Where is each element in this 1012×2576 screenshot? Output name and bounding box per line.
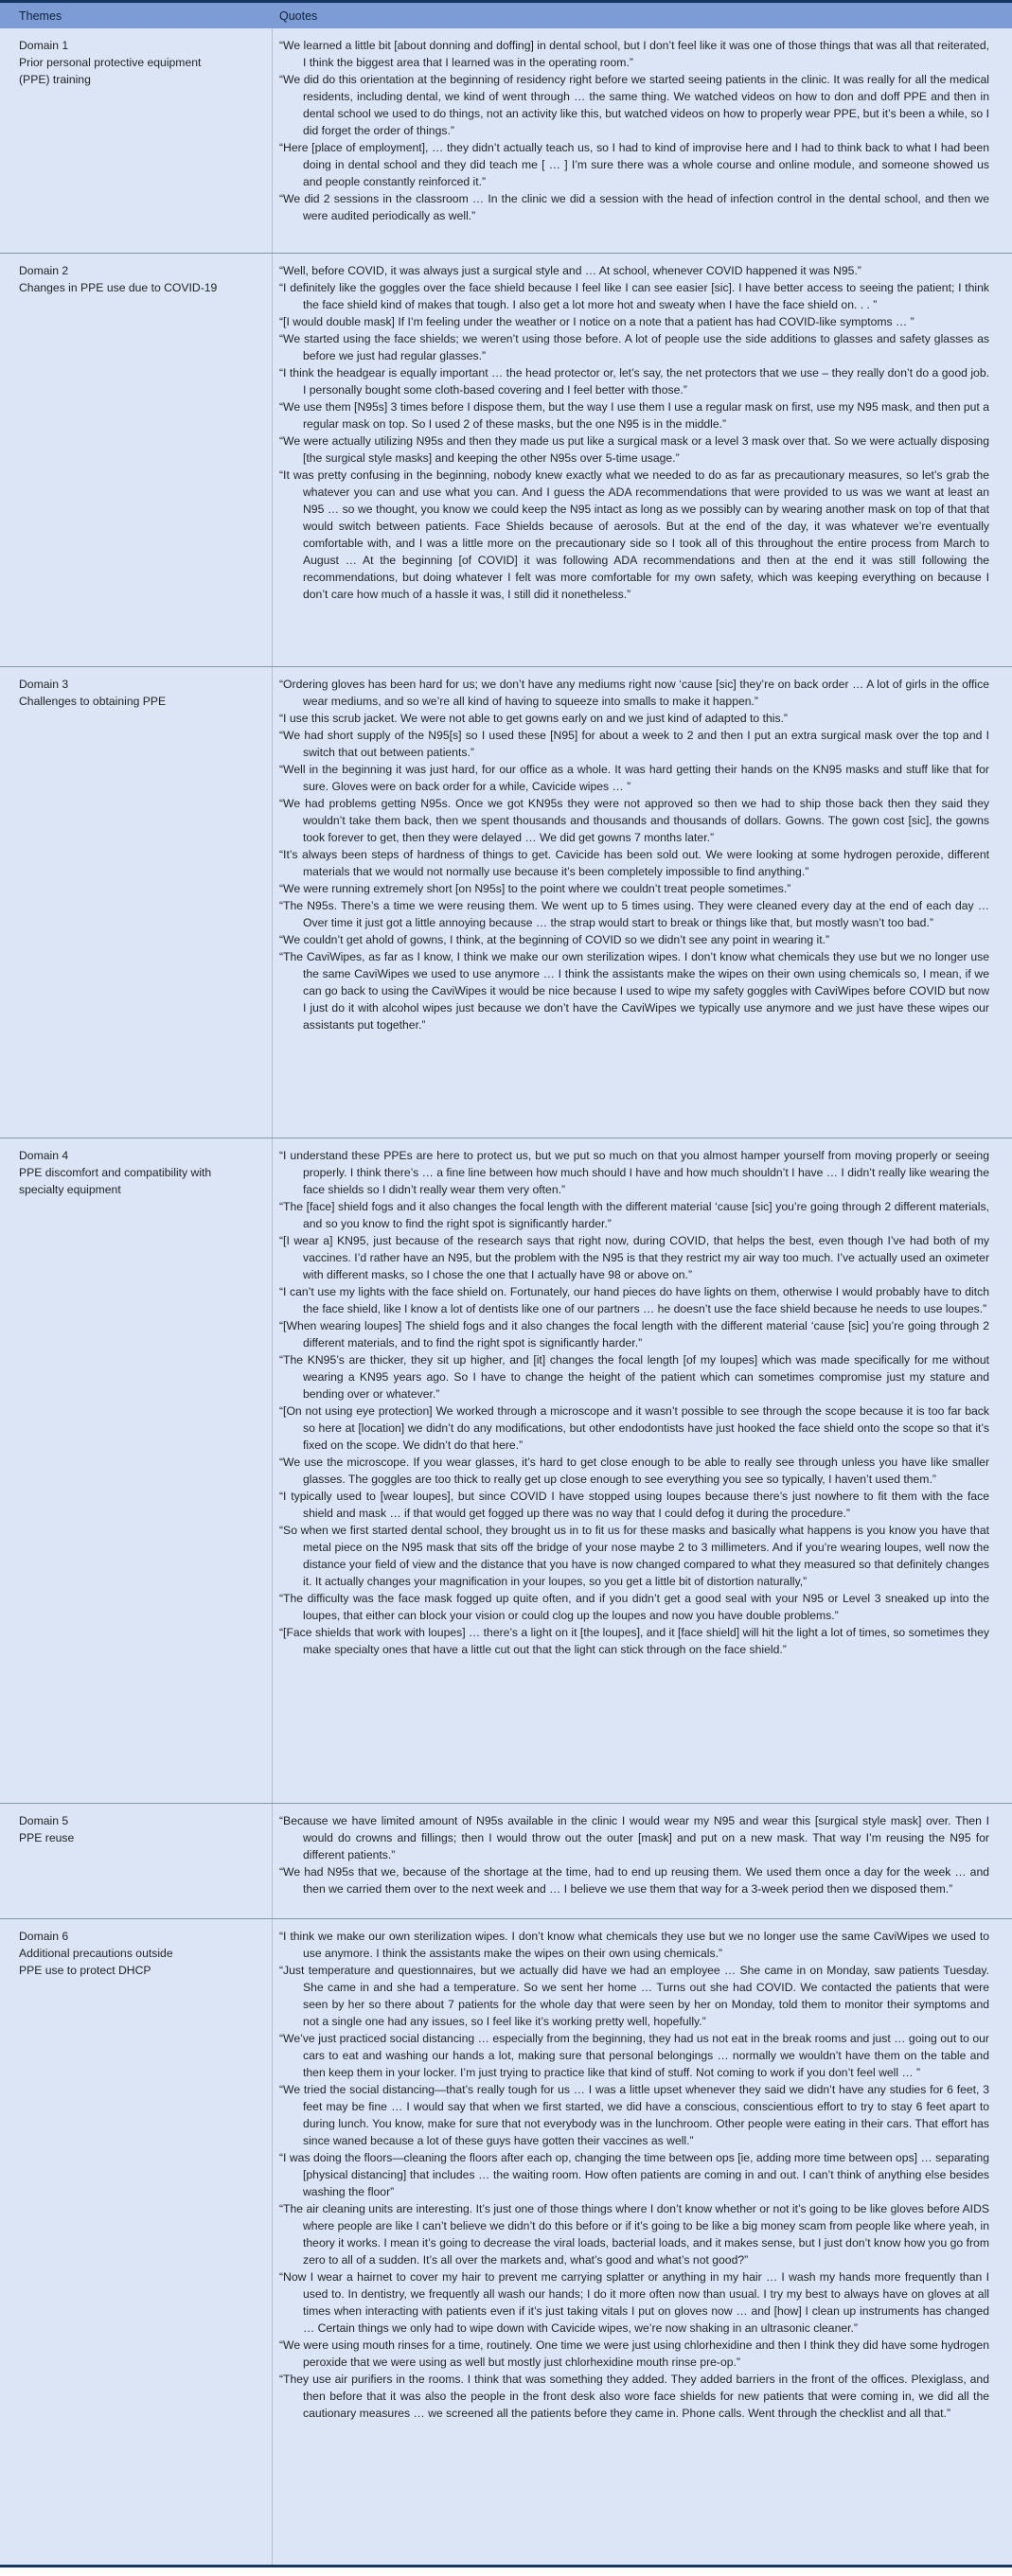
quote: “Because we have limited amount of N95s available in the clinic I would wear my N95 and wear this [surgical style mask] over. Then I would do crowns and fillings; then I would throw out the outer [mask] and put on a new mask. That way I’m reusing the N95 for different patients.” (279, 1814, 989, 1861)
themes-column-header: Themes (19, 9, 62, 23)
quote: “I think the headgear is equally important … the head protector or, let’s say, the net protectors that we use – they really don’t do a good job. I personally bought some cloth-based covering and I feel better with those.” (279, 366, 989, 397)
domain-label: Domain 5 (19, 1814, 69, 1827)
quote: “Well in the beginning it was just hard, for our office as a whole. It was hard getting their hands on the KN95 masks and stuff like that for sure. Gloves were on back order for a while, Cavicide wipes … ” (279, 763, 989, 793)
quote: “The KN95’s are thicker, they sit up higher, and [it] changes the focal length [of my loupes] which was made specifically for me without wearing a KN95 years ago. So I have to change the height of the patient which can sometimes compromise just my stature and bending over or whatever.” (279, 1353, 989, 1401)
quote: “I was doing the floors—cleaning the floors after each op, changing the time between ops [ie, adding more time between ops] … separating [physical distancing] that includes … the waiting room. How often patients are coming in and out. I can’t think of anything else besides washing the floor” (279, 2151, 989, 2198)
theme-line: specialty equipment (19, 1183, 121, 1196)
theme-cell (0, 28, 273, 253)
quote: “We couldn’t get ahold of gowns, I think, at the beginning of COVID so we didn’t see any point in wearing it.” (279, 933, 830, 946)
quote: “It was pretty confusing in the beginning, nobody knew exactly what we needed to do as far as precautionary measures, so let’s grab the whatever you can and use what you can. And I guess the ADA recommendations that were provided to us was we want at least an N95 … so we thought, you know we could keep the N95 intact as long as we possibly can by wearing another mask on top of that that would switch between patients. Face Shields because of aerosols. But at the end of the day, it was whatever we’re eventually comfortable with, and I was a little more on the precautionary side so I took all of this throughout the entire process from March to August … At the beginning [of COVID] it was following ADA recommendations and then at the end it was still following the recommendations, but doing whatever I felt was more comfortable for my own safety, which was keeping everything on because I don’t care how much of a hassle it was, I still did it nonetheless.” (279, 468, 989, 601)
domain-label: Domain 1 (19, 39, 69, 52)
quote: “I typically used to [wear loupes], but since COVID I have stopped using loupes because there’s just nowhere to fit them with the face shield and mask … if that would get fogged up there was no way that I could defog it during the procedure.” (279, 1490, 989, 1520)
table-row (0, 1803, 1012, 1918)
quote: “I use this scrub jacket. We were not able to get gowns early on and we just kind of adapted to this.” (279, 712, 788, 725)
theme-line: PPE reuse (19, 1831, 75, 1844)
quote: “They use air purifiers in the rooms. I think that was something they added. They added barriers in the front of the offices. Plexiglass, and then before that it was also the people in the front desk also wore face shields for new patients that were coming in, we did all the cautionary measures … we screened all the patients before they came in. Phone calls. Went through the checklist and all that.” (279, 2373, 989, 2420)
theme-cell (0, 1804, 273, 1918)
quote: “We use the microscope. If you wear glasses, it’s hard to get close enough to be able to really see through unless you have like smaller glasses. The goggles are too thick to really get up close enough to see everything you see so typically, I haven’t used them.” (279, 1456, 989, 1486)
quote: “We had short supply of the N95[s] so I used these [N95] for about a week to 2 and then I put an extra surgical mask over the top and I switch that out between patients.” (279, 729, 989, 759)
quotes-cell (273, 28, 1012, 253)
theme-description (19, 279, 260, 296)
quote: “I definitely like the goggles over the face shield because I feel like I can see easier [sic]. I have better access to seeing the patient; I think the face shield kind of makes that tough. I also get a lot more hot and sweaty when I have the face shield on. . . ” (279, 281, 989, 311)
quote: “We tried the social distancing—that’s really tough for us … I was a little upset whenever they said we didn’t have any studies for 6 feet, 3 feet may be fine … I would say that when we first started, we did have a conscious, conscientious effort to try to stay 6 feet apart to during lunch. You know, make for sure that not everybody was in the lunchroom. Other people were eating in their cars. That effort has since waned because a lot of these guys have gotten their vaccines as well.” (279, 2083, 989, 2147)
quote: “Just temperature and questionnaires, but we actually did have we had an employee … She came in on Monday, saw patients Tuesday. She came in and she had a temperature. So we sent her home … Turns out she had COVID. We contacted the patients that were seen by her so there about 7 patients for the whole day that were seen by her on Monday, told them to monitor their symptoms and not a single one had any issues, so I feel like it’s working pretty well, hopefully.” (279, 1964, 989, 2028)
quote: “We started using the face shields; we weren’t using those before. A lot of people use the side additions to glasses and safety glasses as before we just had regular glasses.” (279, 332, 989, 362)
quotes-cell (273, 254, 1012, 666)
table-row (0, 1138, 1012, 1803)
theme-line: (PPE) training (19, 73, 91, 86)
quotes-cell (273, 1138, 1012, 1803)
quote: “[I would double mask] If I’m feeling under the weather or I notice on a note that a patient has had COVID-like symptoms … ” (279, 315, 914, 328)
quote: “Now I wear a hairnet to cover my hair to prevent me carrying splatter or anything in my hair … I wash my hands more frequently than I used to. In dentistry, we frequently all wash our hands; I do it more often now than usual. I try my best to always have on gloves at all times when interacting with patients even if it’s just taking vitals I put on gloves now … and [how] I clean up instruments has changed … Certain things we only had to wipe down with Cavicide wipes, we’re now shaking in an ultrasonic cleaner.” (279, 2270, 989, 2335)
quote: “I think we make our own sterilization wipes. I don’t know what chemicals they use but we no longer use the same CaviWipes we used to use anymore. I think the assistants make the wipes on their own using chemicals.” (279, 1930, 989, 1960)
quote: “We did 2 sessions in the classroom … In the clinic we did a session with the head of infection control in the dental school, and then we were audited periodically as well.” (279, 192, 989, 222)
quote: “We learned a little bit [about donning and doffing] in dental school, but I don’t feel like it was one of those things that was all that reiterated, I think the biggest area that I learned was in the operating room.” (279, 39, 989, 69)
theme-description (19, 1829, 260, 1846)
table-header-row (0, 3, 1012, 28)
quote: “[When wearing loupes] The shield fogs and it also changes the focal length with the different material ‘cause [sic] you’re going through 2 different materials, and to find the right spot is significantly harder.” (279, 1319, 989, 1350)
theme-description (19, 1164, 260, 1198)
quote: “The difficulty was the face mask fogged up quite often, and if you didn’t get a good seal with your N95 or Level 3 sneaked up into the loupes, that either can block your vision or could clog up the loupes and now you have double problems.” (279, 1592, 989, 1622)
quote: “The N95s. There’s a time we were reusing them. We went up to 5 times using. They were cleaned every day at the end of each day … Over time it just got a little annoying because … the strap would start to break or things like that, but mostly wasn’t too bad.” (279, 899, 989, 929)
domain-label: Domain 2 (19, 264, 69, 277)
quote: “We’ve just practiced social distancing … especially from the beginning, they had us not eat in the break rooms and just … going out to our cars to eat and washing our hands a lot, making sure that personal belongings … normally we wouldn’t have them on the table and then keep them in your locker. I’m just trying to practice like that kind of stuff. Not coming to work if you don’t feel well … ” (279, 2032, 989, 2079)
quote: “We had problems getting N95s. Once we got KN95s they were not approved so then we had to ship those back then they said they wouldn’t take them back, then we spent thousands and thousands and thousands of dollars. Gowns. The gown cost [sic], the gowns took forever to get, then they were delayed … We did get gowns 7 months later.” (279, 797, 989, 844)
quote: “I can’t use my lights with the face shield on. Fortunately, our hand pieces do have lights on them, otherwise I would probably have to ditch the face shield, like I know a lot of dentists like one of our partners … he doesn’t use the face shield because he needs to use loupes.” (279, 1285, 989, 1315)
theme-cell (0, 1138, 273, 1803)
quote: “The CaviWipes, as far as I know, I think we make our own sterilization wipes. I don’t know what chemicals they use but we no longer use the same CaviWipes we used to use anymore … I think the assistants make the wipes on their own using chemicals so, I mean, if we can go back to using the CaviWipes it would be nice because I used to wipe my safety goggles with CaviWipes before COVID but now I just do it with alcohol wipes just because we don’t have the CaviWipes we typically use anymore and we just have these wipes our assistants put together.” (279, 950, 989, 1032)
quote: “We were actually utilizing N95s and then they made us put like a surgical mask or a level 3 mask over that. So we were actually disposing [the surgical style masks] and keeping the other N95s over 5-time usage.” (279, 434, 989, 465)
quote: “[Face shields that work with loupes] … there’s a light on it [the loupes], and it [face shield] will hit the light a lot of times, so sometimes they make specialty ones that have a little cut out that the light can stick through on the face shield.” (279, 1626, 989, 1656)
theme-line: Changes in PPE use due to COVID-19 (19, 281, 218, 294)
theme-description (19, 1945, 260, 1979)
table-row (0, 666, 1012, 1138)
quote: “We were running extremely short [on N95s] to the point where we couldn’t treat people sometimes.” (279, 882, 791, 895)
theme-line: Challenges to obtaining PPE (19, 695, 167, 708)
theme-description (19, 693, 260, 710)
quote: “I understand these PPEs are here to protect us, but we put so much on that you almost hamper yourself from moving properly or seeing properly. I think there’s … a fine line between how much should I have and how much shouldn’t I have … I didn’t really like wearing the face shields so I didn’t really wear them very often.” (279, 1149, 989, 1196)
table-body (0, 28, 1012, 2565)
quote: “We were using mouth rinses for a time, routinely. One time we were just using chlorhexidine and then I think they did have some hydrogen peroxide that we were using as well but mostly just chlorhexidine mouth rinse pre-op.” (279, 2338, 989, 2369)
theme-description (19, 54, 260, 88)
domain-label: Domain 6 (19, 1930, 69, 1943)
theme-line: PPE use to protect DHCP (19, 1964, 151, 1977)
quotes-cell (273, 1919, 1012, 2565)
quote: “[I wear a] KN95, just because of the research says that right now, during COVID, that helps the best, even though I’ve had both of my vaccines. I’d rather have an N95, but the problem with the N95 is that they restrict my air way too much. I’ve actually used an oximeter with different masks, so I chose the one that I actually have 98 or above on.” (279, 1234, 989, 1281)
theme-line: Prior personal protective equipment (19, 56, 202, 69)
quotes-cell (273, 667, 1012, 1138)
theme-cell (0, 1919, 273, 2565)
quote: “We did do this orientation at the beginning of residency right before we started seeing patients in the clinic. It was really for all the medical residents, including dental, we kind of went through … the same thing. We watched videos on how to don and doff PPE and then in dental school we used to do things, not an activity like this, but watched videos on how to properly wear PPE, but it’s been a while, so I did forget the order of things.” (279, 73, 989, 137)
domain-label: Domain 3 (19, 678, 69, 691)
table-row (0, 253, 1012, 666)
theme-cell (0, 254, 273, 666)
quote: “It’s always been steps of hardness of things to get. Cavicide has been sold out. We were looking at some hydrogen peroxide, different materials that we would not normally use because it’s been completely impossible to find anything.” (279, 848, 989, 878)
theme-cell (0, 667, 273, 1138)
quote: “So when we first started dental school, they brought us in to fit us for these masks and basically what happens is you know you have that metal piece on the N95 mask that sits off the bridge of your nose maybe 2 to 3 millimeters. And if you’re wearing loupes, well now the distance your field of view and the distance that you have is now changed compared to what they measured so that definitely changes it. It actually changes your magnification in your loupes, so you get a little bit of distortion naturally,” (279, 1524, 989, 1588)
theme-line: Additional precautions outside (19, 1947, 173, 1960)
quote: “[On not using eye protection] We worked through a microscope and it wasn’t possible to see through the scope because it is too far back so here at [location] we didn’t do any modifications, but other endodontists have just hooked the face shield onto the scope so that it’s fixed on the scope. We didn’t do that here.” (279, 1404, 989, 1452)
quote: “The [face] shield fogs and it also changes the focal length with the different material ‘cause [sic] you’re going through 2 different materials, and so you know to find the right spot is significantly harder.” (279, 1200, 989, 1230)
quotes-cell (273, 1804, 1012, 1918)
quote: “We use them [N95s] 3 times before I dispose them, but the way I use them I use a regular mask on first, use my N95 mask, and then put a regular mask on top. So I used 2 of these masks, but the one N95 is in the middle.” (279, 400, 989, 431)
table-row (0, 28, 1012, 253)
quote: “Ordering gloves has been hard for us; we don’t have any mediums right now ‘cause [sic] they’re on back order … A lot of girls in the office wear mediums, and so we’re all kind of having to squeeze into smalls to make it happen.” (279, 678, 989, 708)
quote: “Well, before COVID, it was always just a surgical style and … At school, whenever COVID happened it was N95.” (279, 264, 861, 277)
table-row (0, 1918, 1012, 2565)
quotes-column-header: Quotes (279, 9, 318, 23)
quote: “We had N95s that we, because of the shortage at the time, had to end up reusing them. We used them once a day for the week … and then we carried them over to the next week and … I believe we use them that way for a 3-week period then we disposed them.” (279, 1865, 989, 1896)
quote: “Here [place of employment], … they didn’t actually teach us, so I had to kind of improvise here and I had to think back to what I had been doing in dental school and they did teach me [ … ] I’m sure there was a whole course and online module, and someone showed us and people constantly reinforced it.” (279, 141, 989, 188)
domain-label: Domain 4 (19, 1149, 69, 1162)
quote: “The air cleaning units are interesting. It’s just one of those things where I don’t know whether or not it’s going to be like gloves before AIDS where people are like I can’t believe we didn’t do this before or if it’s going to be like a big money scam from people like where yeah, in theory it works. I mean it’s going to decrease the viral loads, bacterial loads, and it makes sense, but I just don’t know how you go from zero to all of a sudden. It’s all over the markets and, what’s good and what’s not good?” (279, 2202, 989, 2267)
theme-line: PPE discomfort and compatibility with (19, 1166, 212, 1179)
